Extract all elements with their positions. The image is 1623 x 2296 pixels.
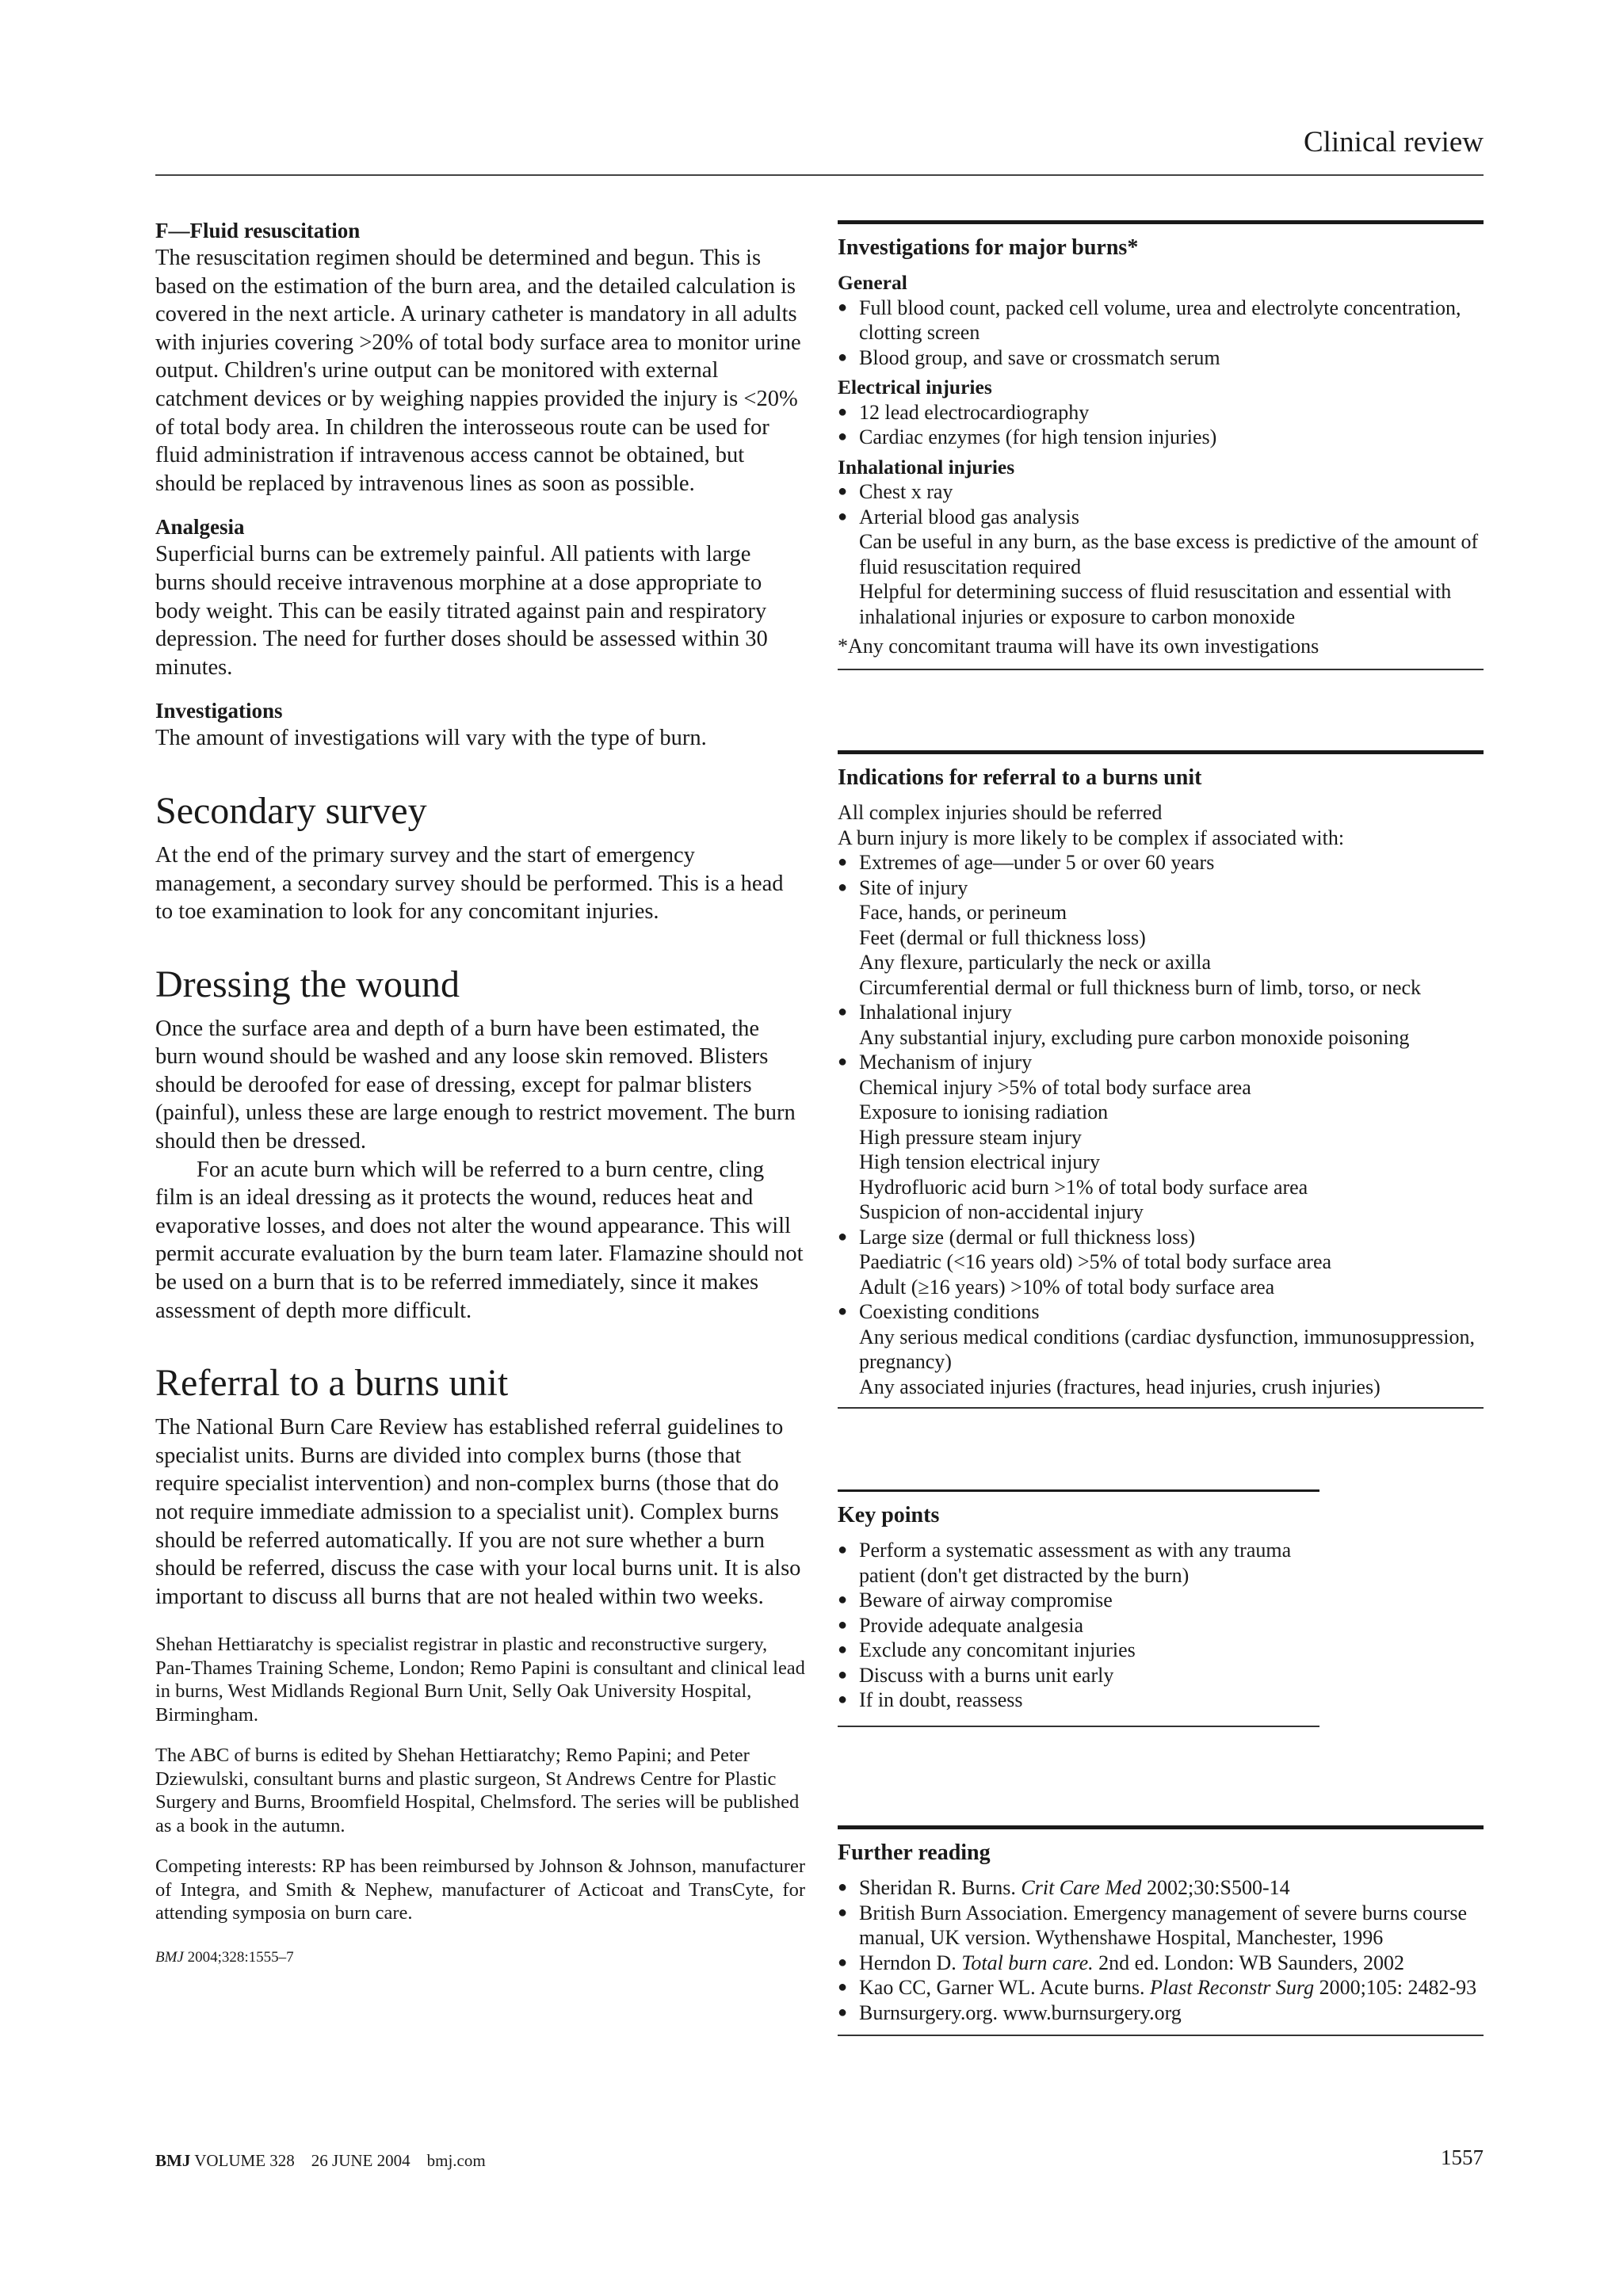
list-subitem: Paediatric (<16 years old) >5% of total body surface area: [859, 1250, 1332, 1273]
list-subitem: High tension electrical injury: [859, 1150, 1100, 1173]
list-subitem: Circumferential dermal or full thickness burn of limb, torso, or neck: [859, 975, 1422, 999]
key-point: ● Beware of airway compromise: [838, 1588, 1319, 1613]
list-item: ● Extremes of age—under 5 or over 60 years: [838, 850, 1484, 875]
key-points-box: [838, 1489, 1319, 1727]
list-item: ● Blood group, and save or crossmatch serum: [838, 345, 1484, 371]
further-reading-box: [838, 1825, 1484, 2036]
list-item: ● Coexisting conditions: [838, 1299, 1484, 1325]
secondary-survey-heading: Secondary survey: [155, 789, 427, 832]
list-item: ● Site of injury: [838, 875, 1484, 901]
list-subitem: Any serious medical conditions (cardiac dysfunction, immunosuppression, pregnancy): [859, 1325, 1475, 1373]
list-item: ● Mechanism of injury: [838, 1050, 1484, 1075]
list-subitem: Suspicion of non-accidental injury: [859, 1200, 1144, 1223]
referral-heading: Referral to a burns unit: [155, 1362, 509, 1405]
key-point: ● Provide adequate analgesia: [838, 1613, 1319, 1638]
dressing-paragraph-1: Once the surface area and depth of a burn have been estimated, the burn wound should be washed and any loose skin removed. Blisters should be deroofed for ease of dressing, except for palmar blisters (painful), unless these are large enough to restrict movement. The burn should then be dressed.: [155, 1016, 796, 1154]
dressing-paragraph-2: For an acute burn which will be referred to a burn centre, cling film is an ideal dressing as it protects the wound, reduces heat and evaporative losses, and does not alter the wound appearance. This will permit accurate evaluation by the burn team later. Flamazine should not be used on a burn that is to be referred immediately, since it makes assessment of depth more difficult.: [155, 1157, 804, 1323]
footer-journal-info: BMJ VOLUME 328 26 JUNE 2004 bmj.com: [155, 2151, 486, 2170]
list-item: ● Large size (dermal or full thickness loss): [838, 1225, 1484, 1250]
list-item: ● Arterial blood gas analysis: [838, 505, 1484, 530]
key-point: ● Exclude any concomitant injuries: [838, 1638, 1319, 1663]
fluid-heading: F—Fluid resuscitation: [155, 219, 361, 242]
list-subitem: Can be useful in any burn, as the base excess is predictive of the amount of fluid resuscitation required: [859, 530, 1479, 578]
intro-line: A burn injury is more likely to be complex if associated with:: [838, 826, 1345, 849]
list-item: ● Chest x ray: [838, 479, 1484, 505]
page-number: 1557: [1441, 2145, 1484, 2169]
series-editors: The ABC of burns is edited by Shehan Hettiaratchy; Remo Papini; and Peter Dziewulski, consultant burns and plastic surgeon, St Andrews Centre for Plastic Surgery and Burns, Broomfield Hospital, Chelmsford. The series will be published as a book in the autumn.: [155, 1745, 800, 1836]
inhalational-subheading: Inhalational injuries: [838, 455, 1015, 479]
reference-item: ● Burnsurgery.org. www.burnsurgery.org: [838, 2000, 1484, 2026]
list-subitem: Hydrofluoric acid burn >1% of total body surface area: [859, 1175, 1308, 1199]
investigations-paragraph: The amount of investigations will vary with the type of burn.: [155, 726, 707, 751]
investigations-heading: Investigations: [155, 699, 283, 723]
list-subitem: Any flexure, particularly the neck or axilla: [859, 951, 1211, 974]
list-subitem: Helpful for determining success of fluid resuscitation and essential with inhalational injuries or exposure to carbon monoxide: [859, 580, 1452, 628]
list-subitem: Exposure to ionising radiation: [859, 1100, 1109, 1123]
key-point: ● Discuss with a burns unit early: [838, 1663, 1319, 1688]
section-title: Clinical review: [1303, 126, 1484, 158]
referral-paragraph: The National Burn Care Review has established referral guidelines to specialist units. Burns are divided into complex burns (those that require specialist intervention) and non-complex burns (those that do not require immediate admission to a specialist unit). Complex burns should be referred automatically. If you are not sure whether a burn should be referred, discuss the case with your local burns unit. It is also important to discuss all burns that are not healed within two weeks.: [155, 1415, 801, 1609]
footnote: *Any concomitant trauma will have its own investigations: [838, 635, 1319, 658]
list-item: ● Full blood count, packed cell volume, urea and electrolyte concentration, clotting screen: [838, 296, 1484, 345]
key-point: ● If in doubt, reassess: [838, 1688, 1319, 1713]
dressing-heading: Dressing the wound: [155, 963, 460, 1005]
general-subheading: General: [838, 271, 907, 294]
reference-item: ● British Burn Association. Emergency management of severe burns course manual, UK version. Wythenshawe Hospital, Manchester, 1996: [838, 1901, 1484, 1951]
list-subitem: Any associated injuries (fractures, head injuries, crush injuries): [859, 1375, 1381, 1398]
list-subitem: High pressure steam injury: [859, 1125, 1082, 1149]
header-rule: [155, 174, 1484, 176]
list-subitem: Any substantial injury, excluding pure carbon monoxide poisoning: [859, 1025, 1410, 1049]
electrical-subheading: Electrical injuries: [838, 376, 992, 399]
analgesia-paragraph: Superficial burns can be extremely painful. All patients with large burns should receive intravenous morphine at a dose appropriate to body weight. This can be easily titrated against pain and respiratory depression. The need for further doses should be assessed within 30 minutes.: [155, 542, 768, 680]
competing-interests: Competing interests: RP has been reimbursed by Johnson & Johnson, manufacturer of Integra, and Smith & Nephew, manufacturer of Acticoat and TransCyte, for attending symposia on burn care.: [155, 1855, 805, 1924]
box-title: Further reading: [838, 1840, 991, 1865]
reference-item: ● Kao CC, Garner WL. Acute burns. Plast Reconstr Surg 2000;105: 2482-93: [838, 1975, 1484, 2000]
analgesia-heading: Analgesia: [155, 515, 245, 540]
box-title: Key points: [838, 1503, 940, 1527]
reference-item: ● Sheridan R. Burns. Crit Care Med 2002;30:S500-14: [838, 1875, 1484, 1901]
referral-indications-box: [838, 750, 1484, 1409]
box-title: Indications for referral to a burns unit: [838, 765, 1202, 790]
citation: BMJ 2004;328:1555–7: [155, 1948, 294, 1966]
investigations-box: [838, 220, 1484, 670]
list-item: ● Cardiac enzymes (for high tension injuries): [838, 425, 1484, 450]
intro-line: All complex injuries should be referred: [838, 801, 1163, 824]
fluid-paragraph: The resuscitation regimen should be determined and begun. This is based on the estimation of the burn area, and the detailed calculation is covered in the next article. A urinary catheter is mandatory in all adults with injuries covering >20% of total body surface area to monitor urine output. Children's urine output can be monitored with external catchment devices or by weighing nappies provided the injury is <20% of total body area. In children the interosseous route can be used for fluid administration if intravenous access cannot be obtained, but should be replaced by intravenous lines as soon as possible.: [155, 246, 801, 496]
list-subitem: Face, hands, or perineum: [859, 901, 1067, 924]
list-item: ● 12 lead electrocardiography: [838, 400, 1484, 425]
key-point: ● Perform a systematic assessment as with any trauma patient (don't get distracted by the burn): [838, 1538, 1319, 1588]
author-affiliations: Shehan Hettiaratchy is specialist registrar in plastic and reconstructive surgery, Pan-Thames Training Scheme, London; Remo Papini is consultant and clinical lead in burns, West Midlands Regional Burn Unit, Selly Oak University Hospital, Birmingham.: [155, 1634, 805, 1726]
list-subitem: Chemical injury >5% of total body surface area: [859, 1075, 1251, 1099]
list-subitem: Adult (≥16 years) >10% of total body surface area: [859, 1275, 1275, 1299]
list-item: ● Inhalational injury: [838, 1000, 1484, 1025]
list-subitem: Feet (dermal or full thickness loss): [859, 925, 1146, 949]
main-column: [155, 217, 805, 1969]
reference-item: ● Herndon D. Total burn care. 2nd ed. London: WB Saunders, 2002: [838, 1951, 1484, 1976]
box-title: Investigations for major burns*: [838, 235, 1139, 260]
secondary-survey-paragraph: At the end of the primary survey and the start of emergency management, a secondary survey should be performed. This is a head to toe examination to look for any concomitant injuries.: [155, 842, 784, 925]
